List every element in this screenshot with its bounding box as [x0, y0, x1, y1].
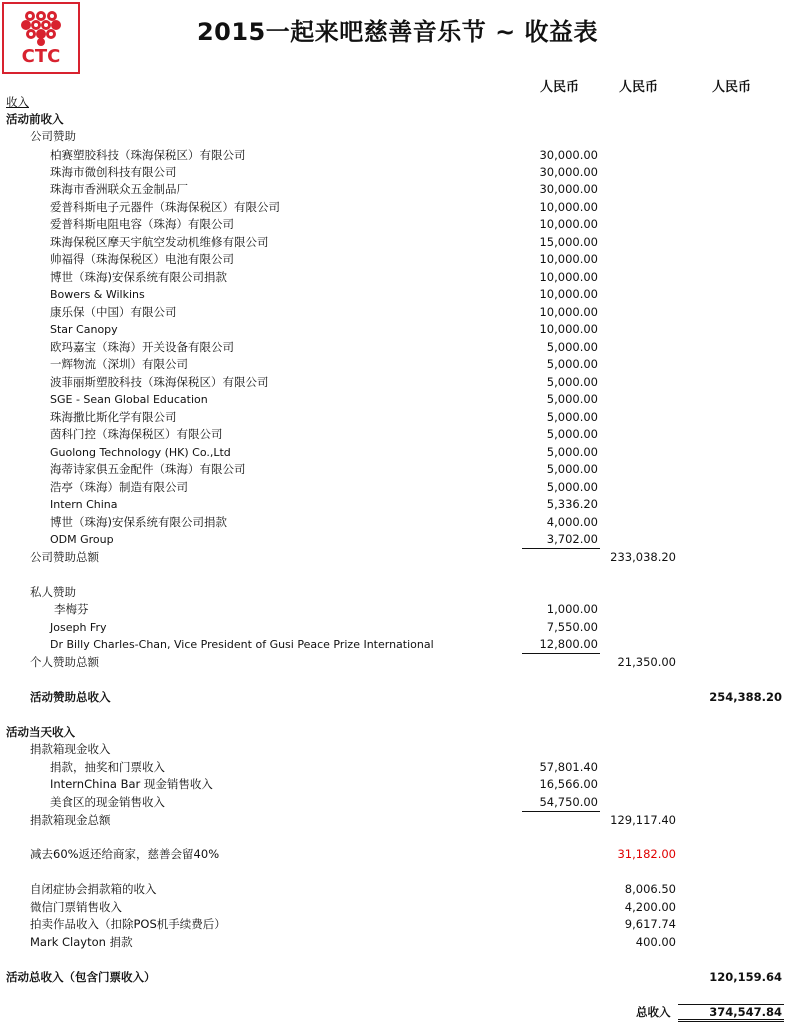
event-day-total-label: 活动总收入（包含门票收入）: [6, 970, 156, 984]
sponsor-amount: 5,000.00: [546, 445, 598, 459]
income-amount: 8,006.50: [624, 882, 676, 896]
income-name: Mark Clayton 捐款: [30, 935, 133, 949]
sponsor-amount: 5,000.00: [546, 480, 598, 494]
corporate-row: [0, 339, 795, 356]
column-header-2: 人民币: [619, 80, 659, 95]
sponsor-name: Guolong Technology (HK) Co.,Ltd: [50, 446, 231, 459]
income-name: 拍卖作品收入（扣除POS机手续费后）: [30, 917, 226, 931]
sponsor-amount: 4,000.00: [546, 515, 598, 529]
income-amount: 9,617.74: [624, 917, 676, 931]
corporate-heading: 公司赞助: [30, 129, 76, 143]
other-income-row: [0, 934, 795, 951]
sponsor-name: SGE - Sean Global Education: [50, 393, 208, 406]
corporate-row: [0, 409, 795, 426]
sponsor-amount: 5,000.00: [546, 427, 598, 441]
column-header-1: 人民币: [540, 80, 580, 95]
income-name: 捐款，抽奖和门票收入: [50, 760, 165, 774]
grand-total: 374,547.84: [709, 1005, 782, 1019]
corporate-row: [0, 391, 795, 408]
sponsor-name: 爱普科斯电子元器件（珠海保税区）有限公司: [50, 200, 280, 214]
corporate-row: [0, 304, 795, 321]
corporate-row: [0, 269, 795, 286]
sponsor-amount: 10,000.00: [539, 287, 598, 301]
sponsor-amount: 5,000.00: [546, 375, 598, 389]
sponsor-name: ODM Group: [50, 533, 114, 546]
sponsor-name: 柏赛塑胶科技（珠海保税区）有限公司: [50, 148, 246, 162]
sponsor-amount: 10,000.00: [539, 200, 598, 214]
sponsor-amount: 5,000.00: [546, 410, 598, 424]
sponsor-amount: 30,000.00: [539, 182, 598, 196]
corporate-row: [0, 251, 795, 268]
sponsor-amount: 5,000.00: [546, 462, 598, 476]
corporate-row: [0, 321, 795, 338]
cashbox-total-label: 捐款箱现金总额: [30, 813, 111, 827]
rebate-amount: 31,182.00: [617, 847, 676, 861]
sponsor-name: 博世（珠海)安保系统有限公司捐款: [50, 270, 227, 284]
corporate-row: [0, 164, 795, 181]
sponsor-name: Star Canopy: [50, 323, 118, 336]
page-title: 2015一起来吧慈善音乐节 ~ 收益表: [196, 18, 599, 46]
private-row: [0, 619, 795, 636]
corporate-row: [0, 374, 795, 391]
sponsor-amount: 5,000.00: [546, 357, 598, 371]
sponsor-amount: 7,550.00: [546, 620, 598, 634]
grand-total-double-rule: [678, 1019, 784, 1022]
sponsor-name: 波菲丽斯塑胶科技（珠海保税区）有限公司: [50, 375, 269, 389]
corporate-row: [0, 356, 795, 373]
private-heading: 私人赞助: [30, 585, 76, 599]
sponsor-amount: 3,702.00: [546, 532, 598, 546]
column-header-3: 人民币: [712, 80, 752, 95]
sponsor-name: 珠海市微创科技有限公司: [50, 165, 177, 179]
corporate-row: [0, 147, 795, 164]
sponsor-name: 珠海撒比斯化学有限公司: [50, 410, 177, 424]
cashbox-row: [0, 759, 795, 776]
rebate-label: 减去60%返还给商家，慈善会留40%: [30, 847, 220, 861]
sponsor-amount: 10,000.00: [539, 322, 598, 336]
income-name: 微信门票销售收入: [30, 900, 122, 914]
corporate-row: [0, 181, 795, 198]
sponsor-amount: 10,000.00: [539, 305, 598, 319]
corporate-total-label: 公司赞助总额: [30, 550, 99, 564]
corporate-row: [0, 444, 795, 461]
sponsor-name: 海蒂诗家俱五金配件（珠海）有限公司: [50, 462, 246, 476]
sponsor-amount: 10,000.00: [539, 252, 598, 266]
sponsor-name: 珠海保税区摩天宇航空发动机维修有限公司: [50, 235, 269, 249]
corporate-row: [0, 479, 795, 496]
income-amount: 57,801.40: [539, 760, 598, 774]
pre-event-heading: 活动前收入: [6, 112, 64, 126]
income-amount: 54,750.00: [539, 795, 598, 809]
sponsor-name: 浩亭（珠海）制造有限公司: [50, 480, 188, 494]
pre-event-total: 254,388.20: [709, 690, 782, 704]
private-row: [0, 636, 795, 653]
sponsor-name: 一辉物流（深圳）有限公司: [50, 357, 188, 371]
income-name: InternChina Bar 现金销售收入: [50, 777, 213, 791]
corporate-total: 233,038.20: [610, 550, 676, 564]
sponsor-amount: 15,000.00: [539, 235, 598, 249]
sponsor-amount: 12,800.00: [539, 637, 598, 651]
sponsor-name: 李梅芬: [54, 602, 89, 616]
sponsor-amount: 10,000.00: [539, 217, 598, 231]
income-amount: 400.00: [635, 935, 676, 949]
income-amount: 4,200.00: [624, 900, 676, 914]
sponsor-amount: 1,000.00: [546, 602, 598, 616]
sponsor-name: 博世（珠海)安保系统有限公司捐款: [50, 515, 227, 529]
corporate-row: [0, 216, 795, 233]
corporate-row: [0, 531, 795, 548]
sponsor-amount: 5,336.20: [546, 497, 598, 511]
event-day-heading: 活动当天收入: [6, 725, 75, 739]
event-day-total: 120,159.64: [709, 970, 782, 984]
sponsor-name: 帅福得（珠海保税区）电池有限公司: [50, 252, 234, 266]
private-row: [0, 601, 795, 618]
other-income-row: [0, 916, 795, 933]
corporate-row: [0, 234, 795, 251]
sponsor-amount: 5,000.00: [546, 340, 598, 354]
sponsor-name: 欧玛嘉宝（珠海）开关设备有限公司: [50, 340, 234, 354]
other-income-row: [0, 881, 795, 898]
corporate-row: [0, 426, 795, 443]
sponsor-name: 茵科门控（珠海保税区）有限公司: [50, 427, 223, 441]
income-name: 自闭症协会捐款箱的收入: [30, 882, 157, 896]
sponsor-name: 珠海市香洲联众五金制品厂: [50, 182, 188, 196]
sponsor-amount: 30,000.00: [539, 148, 598, 162]
cashbox-total: 129,117.40: [610, 813, 676, 827]
corporate-row: [0, 514, 795, 531]
logo-text: CTC: [21, 46, 61, 67]
cashbox-heading: 捐款箱现金收入: [30, 742, 111, 756]
private-total-label: 个人赞助总额: [30, 655, 99, 669]
private-total: 21,350.00: [617, 655, 676, 669]
pre-event-total-label: 活动赞助总收入: [30, 690, 111, 704]
sponsor-amount: 5,000.00: [546, 392, 598, 406]
sponsor-name: 爱普科斯电阻电容（珠海）有限公司: [50, 217, 234, 231]
sponsor-name: Bowers & Wilkins: [50, 288, 145, 301]
grand-total-label: 总收入: [636, 1005, 671, 1019]
cashbox-row: [0, 776, 795, 793]
sponsor-amount: 30,000.00: [539, 165, 598, 179]
income-amount: 16,566.00: [539, 777, 598, 791]
other-income-row: [0, 899, 795, 916]
corporate-row: [0, 199, 795, 216]
sponsor-name: Joseph Fry: [50, 621, 107, 634]
sponsor-name: 康乐保（中国）有限公司: [50, 305, 177, 319]
corporate-row: [0, 286, 795, 303]
income-label: 收入: [6, 95, 29, 109]
income-name: 美食区的现金销售收入: [50, 795, 165, 809]
sponsor-name: Intern China: [50, 498, 118, 511]
corporate-row: [0, 461, 795, 478]
sponsor-amount: 10,000.00: [539, 270, 598, 284]
sponsor-name: Dr Billy Charles-Chan, Vice President of Gusi Peace Prize International: [50, 638, 434, 651]
cashbox-row: [0, 794, 795, 811]
corporate-row: [0, 496, 795, 513]
